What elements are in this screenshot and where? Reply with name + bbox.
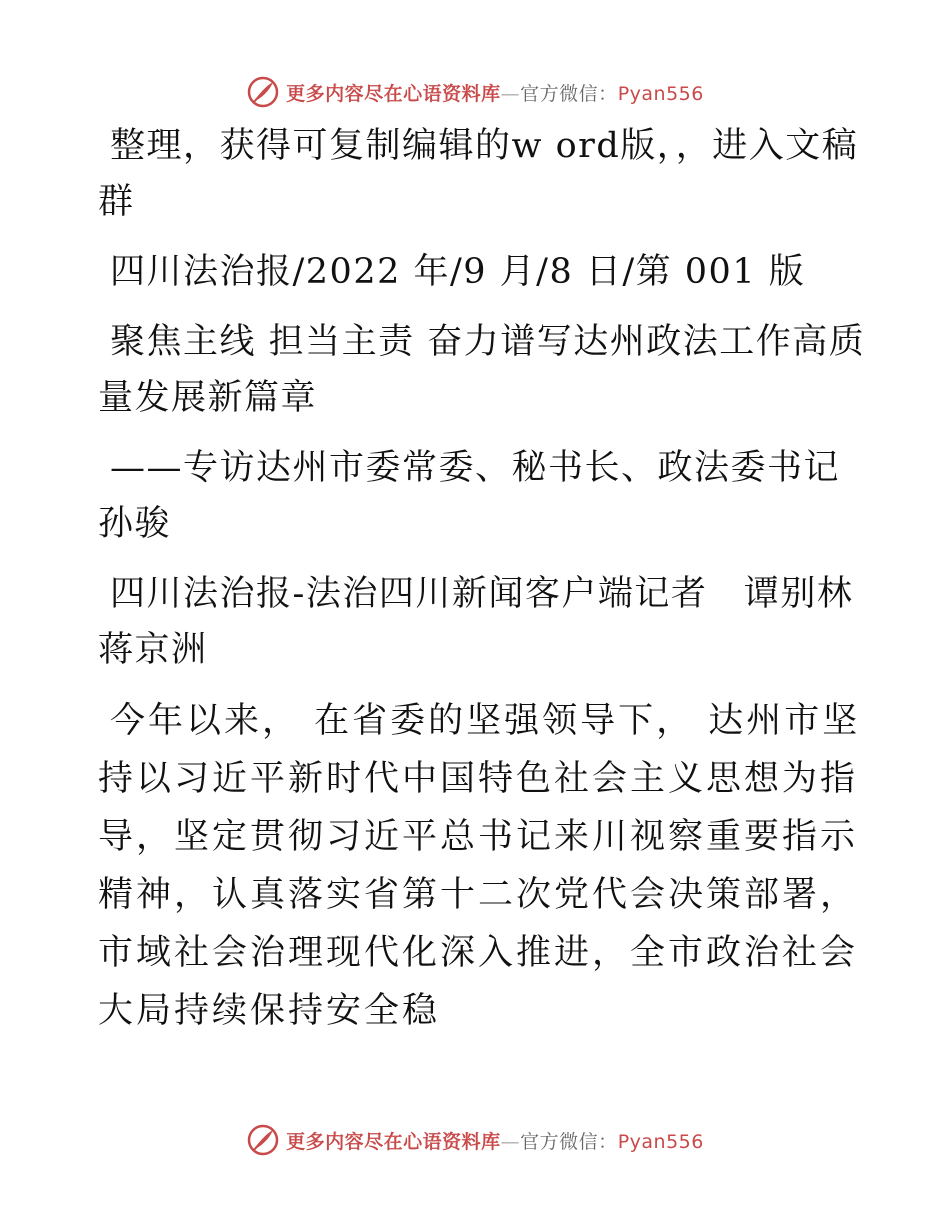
- watermark-text: [286, 1127, 704, 1154]
- watermark-separator: —: [500, 1130, 521, 1153]
- watermark-wechat-label: 官方微信：: [520, 1130, 618, 1153]
- watermark-wechat-id: Pyan556: [617, 82, 704, 105]
- footer-watermark: [0, 1120, 950, 1160]
- body-paragraph: 今年以来， 在省委的坚强领导下， 达州市坚持以习近平新时代中国特色社会主义思想为指导，坚定贯彻习近平总书记来川视察重要指示精神，认真落实省第十二次党代会决策部署，市域社会治理现代化深入推进，全市政治社会大局持续保持安全稳: [98, 701, 861, 1031]
- byline: 四川法治报-法治四川新闻客户端记者 谭别林蒋京洲: [98, 574, 854, 670]
- article-subtitle: ——专访达州市委常委、秘书长、政法委书记孙骏: [98, 448, 841, 544]
- watermark-wechat-id: Pyan556: [617, 1130, 704, 1153]
- watermark-text: [286, 79, 704, 106]
- feather-logo-icon: [246, 75, 280, 109]
- document-body: [98, 118, 868, 1054]
- publication-info: 四川法治报/2022 年/9 月/8 日/第 001 版: [110, 252, 806, 292]
- watermark-wechat-label: 官方微信：: [520, 82, 618, 105]
- header-watermark: [0, 72, 950, 112]
- watermark-separator: —: [500, 82, 521, 105]
- feather-logo-icon: [246, 1123, 280, 1157]
- article-title: 聚焦主线 担当主责 奋力谱写达州政法工作高质量发展新篇章: [98, 322, 866, 418]
- watermark-brand: 更多内容尽在心语资料库: [286, 82, 501, 105]
- watermark-brand: 更多内容尽在心语资料库: [286, 1130, 501, 1153]
- intro-line: 整理，获得可复制编辑的w ord版，，进入文稿群: [98, 126, 859, 222]
